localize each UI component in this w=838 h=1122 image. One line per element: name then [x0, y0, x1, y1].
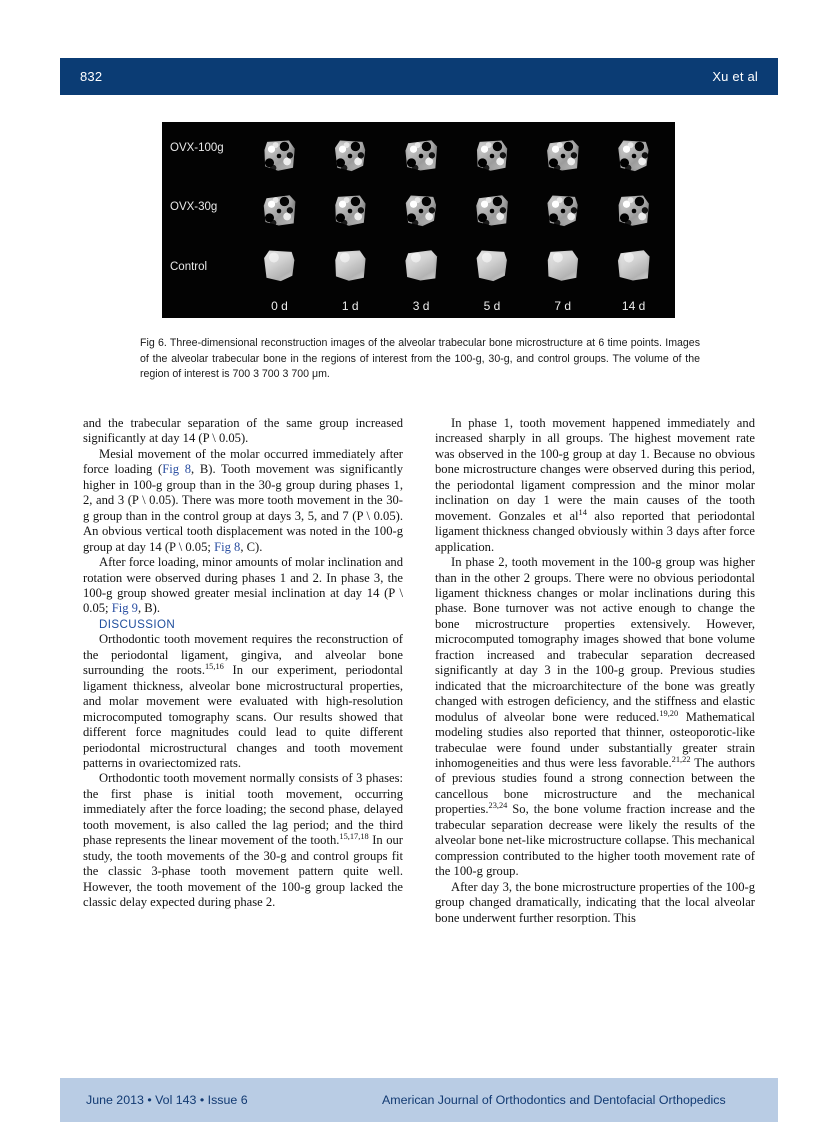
paragraph-text: and the trabecular separation of the same group increased significantly at day 14 (P \ 0.05). — [83, 416, 403, 446]
figure-row-label-ovx30g: OVX-30g — [170, 201, 218, 213]
paragraph — [83, 771, 403, 910]
paragraph-text: also reported that periodontal ligament thickness changed obviously within 3 days after force application. — [435, 508, 755, 554]
figure-col-label-14d: 14 d — [621, 299, 646, 313]
bone-reconstruction-icon — [543, 246, 583, 286]
bone-reconstruction-icon — [330, 191, 370, 231]
paragraph — [83, 555, 403, 617]
bone-reconstruction-icon — [543, 191, 583, 231]
paragraph-text: The authors of previous studies found a strong connection between the cancellous bone microstructure and the mechanical properties. — [435, 755, 755, 817]
paragraph — [435, 880, 755, 926]
figure-6 — [162, 122, 675, 318]
bone-reconstruction-icon — [614, 246, 654, 286]
bone-reconstruction-icon — [614, 191, 654, 231]
paragraph — [83, 447, 403, 555]
paragraph-text: Mesial movement of the molar occurred immediately after force loading ( — [83, 446, 403, 477]
specimen-cell — [244, 128, 315, 183]
citation-superscript[interactable]: 23,24 — [488, 801, 508, 811]
bone-reconstruction-icon — [401, 136, 441, 176]
paragraph-text: , B). — [137, 601, 160, 616]
page-footer-band — [60, 1078, 778, 1122]
figure-col-label-1d: 1 d — [341, 299, 359, 313]
paragraph-text: Mathematical modeling studies also reported that thinner, osteoporotic-like trabeculae were found under substantially greater strain inhomogeneities and thus were less favorable. — [435, 709, 755, 770]
figure-row-label-ovx100g: OVX-100g — [170, 142, 224, 154]
citation-superscript[interactable]: 15,17,18 — [339, 832, 369, 842]
bone-reconstruction-icon — [614, 136, 654, 176]
article-body — [83, 416, 755, 1040]
specimen-cell — [315, 238, 386, 293]
figure-row-label-control: Control — [170, 261, 208, 273]
paragraph-text: , B). Tooth movement was significantly higher in 100-g group than in the 30-g group during phases 1, 2, and 3 (P \ 0.05). There was more tooth movement in the 30-g group than in the control group at days 3, 5, and 7 (P \ 0.05). An obvious vertical tooth displacement was noted in the 100-g group at day 14 (P \ 0.05; — [83, 462, 404, 554]
specimen-cell — [457, 183, 528, 238]
paragraph-text: In our experiment, periodontal ligament thickness, alveolar bone microstructural properties, and molar movement were evaluated with high-resolution microcomputed tomography scans. Our results showed that different force magnitudes could lead to quite different periodontal microstructural changes and tooth movement patterns in ovariectomized rats. — [83, 663, 403, 770]
specimen-cell — [527, 128, 598, 183]
figure-reference-link[interactable]: Fig 9 — [111, 601, 138, 616]
paragraph — [435, 555, 755, 880]
page-header-band — [60, 58, 778, 95]
figure-reference-link[interactable]: Fig 8 — [214, 539, 241, 554]
figure-col-label-5d: 5 d — [483, 299, 501, 313]
specimen-cell — [386, 238, 457, 293]
footer-issue-info: June 2013 • Vol 143 • Issue 6 — [86, 1093, 248, 1107]
figure-image-panel — [162, 122, 675, 318]
paragraph-text: In our study, the tooth movements of the 30-g and control groups fit the classic 3-phase tooth movement pattern quite well. However, the tooth movement of the 100-g group lacked the classic delay expected during phase 2. — [83, 833, 403, 910]
footer-journal-title: American Journal of Orthodontics and Dentofacial Orthopedics — [382, 1093, 726, 1107]
specimen-cell — [244, 238, 315, 293]
bone-reconstruction-icon — [472, 246, 512, 286]
bone-reconstruction-icon — [330, 136, 370, 176]
right-column — [435, 416, 755, 1040]
specimen-cell — [598, 238, 669, 293]
section-heading-discussion: DISCUSSION — [99, 617, 176, 631]
specimen-cell — [315, 183, 386, 238]
specimen-cell — [598, 128, 669, 183]
paragraph-text: In phase 1, tooth movement happened immediately and increased sharply in all groups. The highest movement rate was observed in the 100-g group at day 1. Because no obvious bone microstructure changes were observed during this period, the periodontal ligament compression and the minor molar inclination on day 1 were the main causes of the tooth movement. Gonzales et al — [435, 416, 755, 523]
figure-col-label-0d: 0 d — [271, 299, 288, 313]
citation-superscript[interactable]: 21,22 — [671, 754, 691, 764]
figure-reference-link[interactable]: Fig 8 — [162, 462, 192, 477]
specimen-cell — [457, 128, 528, 183]
figure-column-labels — [244, 299, 669, 313]
left-column — [83, 416, 403, 1040]
bone-reconstruction-icon — [472, 136, 512, 176]
bone-reconstruction-icon — [472, 191, 512, 231]
figure-specimen-grid — [244, 128, 669, 293]
specimen-cell — [244, 183, 315, 238]
paragraph-text: , C). — [240, 539, 263, 554]
paragraph-text: So, the bone volume fraction increase and the trabecular separation decrease were likely the results of the alveolar bone net-like microstructure collapse. This mechanical compression contributed to the higher tooth movement rate of the 100-g group. — [435, 802, 755, 879]
specimen-cell — [598, 183, 669, 238]
specimen-cell — [457, 238, 528, 293]
paragraph — [435, 416, 755, 555]
bone-reconstruction-icon — [259, 191, 299, 231]
citation-superscript[interactable]: 15,16 — [204, 662, 224, 672]
citation-superscript[interactable]: 14 — [578, 507, 587, 517]
paragraph-text: After day 3, the bone microstructure properties of the 100-g group changed dramatically, indicating that the local alveolar bone underwent further resorption. This — [435, 879, 755, 925]
running-author: Xu et al — [712, 69, 758, 84]
figure-row-labels — [170, 122, 248, 318]
paragraph-text: Orthodontic tooth movement requires the reconstruction of the periodontal ligament, gingiva, and alveolar bone surrounding the roots. — [83, 632, 403, 678]
paragraph-text: In phase 2, tooth movement in the 100-g group was higher than in the other 2 groups. There were no obvious periodontal ligament thickness changes or molar inclinations during this phase. Bone turnover was not active enough to change the bone microstructure properties extensively. However, microcomputed tomography images showed that bone volume fraction increased and trabecular separation decreased significantly at day 3 in the 100-g group. Previous studies indicated that the microarchitecture of the bone was greatly changed with estrogen deficiency, and the stiffness and elastic modulus of alveolar bone were reduced. — [435, 555, 755, 724]
specimen-cell — [527, 238, 598, 293]
bone-reconstruction-icon — [543, 136, 583, 176]
paragraph — [83, 632, 403, 771]
figure-caption: Fig 6. Three-dimensional reconstruction images of the alveolar trabecular bone microstructure at 6 time points. Images of the alveolar trabecular bone in the regions of interest from the 100-g, 30-g, and control groups. The volume of the region of interest is 700 3 700 3 700 μm. — [140, 337, 700, 380]
citation-superscript[interactable]: 19,20 — [659, 708, 679, 718]
specimen-cell — [386, 183, 457, 238]
paragraph-text: After force loading, minor amounts of molar inclination and rotation were observed during phases 1 and 2. In phase 3, the 100-g group showed greater mesial inclination at day 14 (P \ 0.05; — [83, 555, 403, 616]
figure-col-label-3d: 3 d — [412, 299, 430, 313]
specimen-cell — [527, 183, 598, 238]
specimen-cell — [315, 128, 386, 183]
bone-reconstruction-icon — [401, 246, 441, 286]
paragraph-text: Orthodontic tooth movement normally consists of 3 phases: the first phase is initial tooth movement, occurring immediately after the force loading; the second phase, delayed tooth movement, is also called the lag period; and the third phase represents the linear movement of the tooth. — [83, 771, 403, 848]
bone-reconstruction-icon — [259, 246, 299, 286]
specimen-cell — [386, 128, 457, 183]
bone-reconstruction-icon — [330, 246, 370, 286]
page-number: 832 — [80, 69, 103, 84]
bone-reconstruction-icon — [259, 136, 299, 176]
paragraph — [83, 416, 403, 447]
bone-reconstruction-icon — [401, 191, 441, 231]
figure-col-label-7d: 7 d — [554, 299, 572, 313]
